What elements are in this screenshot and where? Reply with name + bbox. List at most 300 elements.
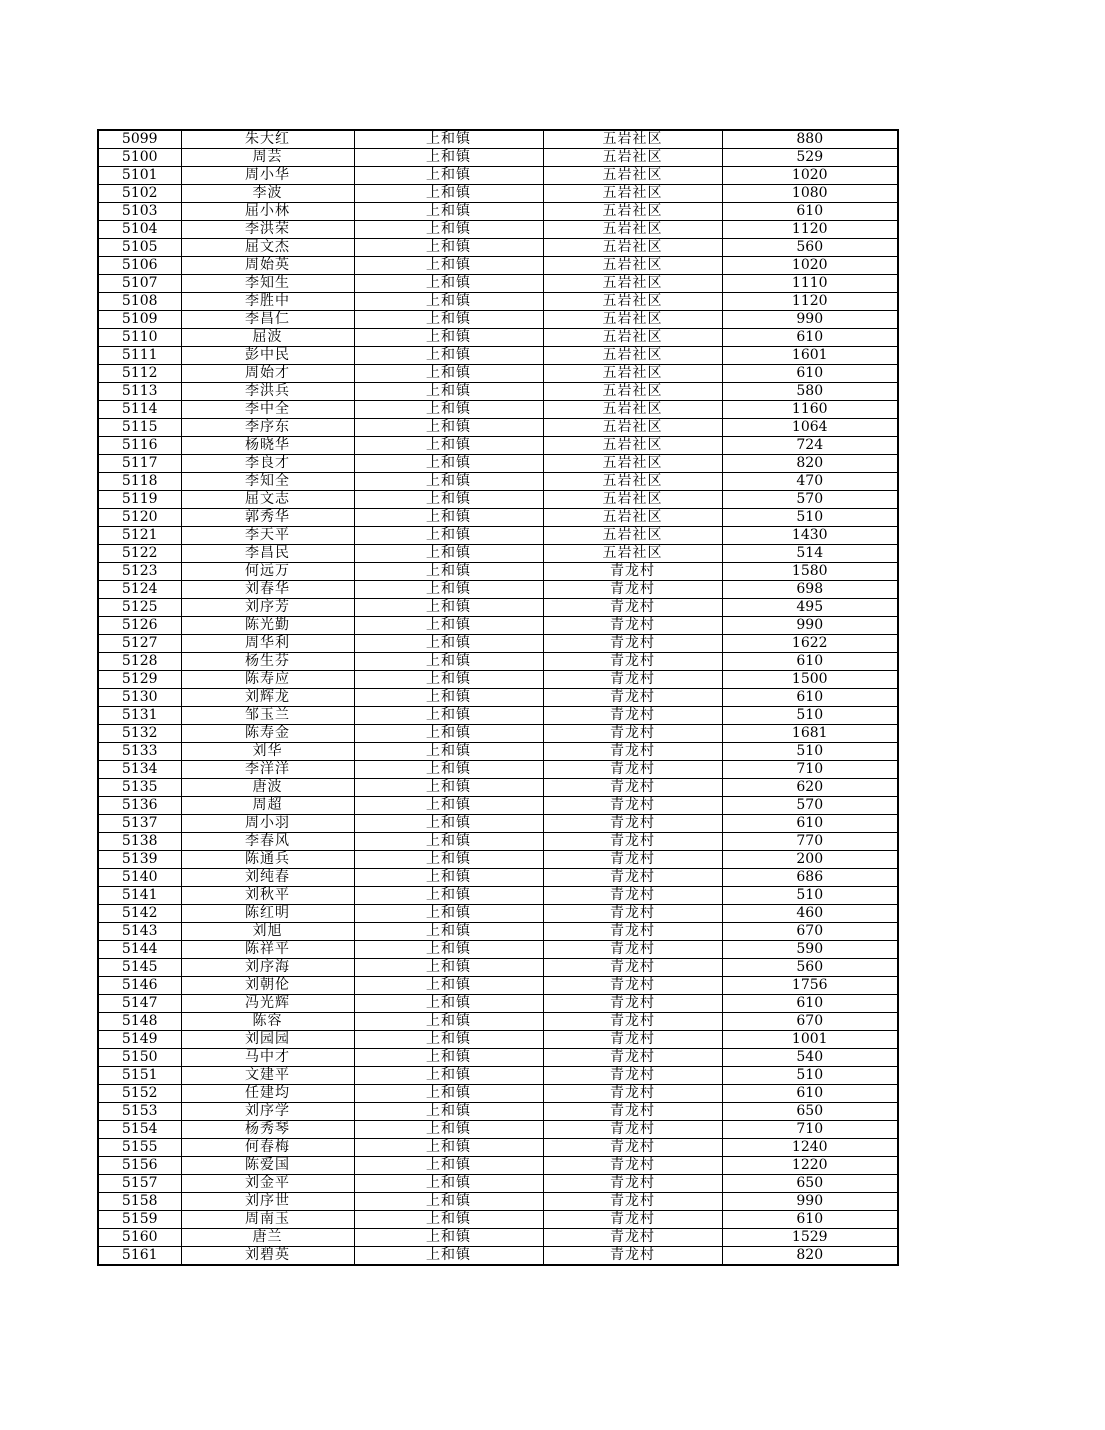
town-cell: 上和镇 [354,329,543,347]
table-row [98,563,898,581]
person-name-cell: 屈小林 [181,203,354,221]
person-name-cell: 陈爱国 [181,1157,354,1175]
table-row [98,329,898,347]
town-cell: 上和镇 [354,311,543,329]
town-cell: 上和镇 [354,1247,543,1266]
town-cell: 上和镇 [354,779,543,797]
person-name-cell: 刘纯春 [181,869,354,887]
row-number-cell: 5157 [98,1175,181,1193]
row-number-cell: 5116 [98,437,181,455]
row-number-cell: 5131 [98,707,181,725]
person-name-cell: 李知全 [181,473,354,491]
amount-cell: 610 [722,815,898,833]
town-cell: 上和镇 [354,851,543,869]
amount-cell: 1064 [722,419,898,437]
amount-cell: 880 [722,130,898,149]
person-name-cell: 何春梅 [181,1139,354,1157]
person-name-cell: 陈容 [181,1013,354,1031]
village-cell: 五岩社区 [543,455,722,473]
town-cell: 上和镇 [354,203,543,221]
village-cell: 青龙村 [543,581,722,599]
amount-cell: 990 [722,311,898,329]
village-cell: 青龙村 [543,617,722,635]
amount-cell: 514 [722,545,898,563]
amount-cell: 510 [722,743,898,761]
amount-cell: 495 [722,599,898,617]
town-cell: 上和镇 [354,473,543,491]
table-row [98,1211,898,1229]
person-name-cell: 冯光辉 [181,995,354,1013]
amount-cell: 1601 [722,347,898,365]
town-cell: 上和镇 [354,1121,543,1139]
town-cell: 上和镇 [354,1103,543,1121]
village-cell: 青龙村 [543,1229,722,1247]
person-name-cell: 李洪荣 [181,221,354,239]
town-cell: 上和镇 [354,581,543,599]
person-name-cell: 刘辉龙 [181,689,354,707]
town-cell: 上和镇 [354,455,543,473]
village-cell: 五岩社区 [543,149,722,167]
person-name-cell: 刘金平 [181,1175,354,1193]
row-number-cell: 5115 [98,419,181,437]
person-name-cell: 周南玉 [181,1211,354,1229]
table-row [98,1067,898,1085]
row-number-cell: 5120 [98,509,181,527]
town-cell: 上和镇 [354,347,543,365]
person-name-cell: 马中才 [181,1049,354,1067]
amount-cell: 710 [722,1121,898,1139]
village-cell: 青龙村 [543,815,722,833]
village-cell: 青龙村 [543,923,722,941]
row-number-cell: 5156 [98,1157,181,1175]
amount-cell: 1529 [722,1229,898,1247]
person-name-cell: 李中全 [181,401,354,419]
person-name-cell: 李天平 [181,527,354,545]
town-cell: 上和镇 [354,149,543,167]
person-name-cell: 李胜中 [181,293,354,311]
row-number-cell: 5103 [98,203,181,221]
table-row [98,599,898,617]
village-cell: 青龙村 [543,1211,722,1229]
table-row [98,671,898,689]
village-cell: 五岩社区 [543,437,722,455]
town-cell: 上和镇 [354,221,543,239]
row-number-cell: 5149 [98,1031,181,1049]
table-row [98,149,898,167]
table-row [98,509,898,527]
amount-cell: 510 [722,1067,898,1085]
roster-table-body [98,130,898,1265]
village-cell: 青龙村 [543,599,722,617]
row-number-cell: 5160 [98,1229,181,1247]
town-cell: 上和镇 [354,833,543,851]
row-number-cell: 5108 [98,293,181,311]
row-number-cell: 5124 [98,581,181,599]
table-row [98,239,898,257]
amount-cell: 610 [722,1085,898,1103]
town-cell: 上和镇 [354,545,543,563]
village-cell: 青龙村 [543,1175,722,1193]
row-number-cell: 5105 [98,239,181,257]
table-row [98,1085,898,1103]
town-cell: 上和镇 [354,419,543,437]
town-cell: 上和镇 [354,1193,543,1211]
village-cell: 五岩社区 [543,185,722,203]
village-cell: 青龙村 [543,851,722,869]
table-row [98,581,898,599]
row-number-cell: 5129 [98,671,181,689]
person-name-cell: 邹玉兰 [181,707,354,725]
amount-cell: 1622 [722,635,898,653]
town-cell: 上和镇 [354,941,543,959]
amount-cell: 670 [722,1013,898,1031]
table-row [98,527,898,545]
town-cell: 上和镇 [354,167,543,185]
town-cell: 上和镇 [354,1049,543,1067]
row-number-cell: 5152 [98,1085,181,1103]
table-row [98,1049,898,1067]
village-cell: 青龙村 [543,779,722,797]
amount-cell: 990 [722,1193,898,1211]
row-number-cell: 5139 [98,851,181,869]
row-number-cell: 5101 [98,167,181,185]
table-row [98,185,898,203]
person-name-cell: 杨晓华 [181,437,354,455]
row-number-cell: 5133 [98,743,181,761]
person-name-cell: 刘旭 [181,923,354,941]
person-name-cell: 周小华 [181,167,354,185]
person-name-cell: 屈文杰 [181,239,354,257]
person-name-cell: 陈光勤 [181,617,354,635]
row-number-cell: 5154 [98,1121,181,1139]
village-cell: 青龙村 [543,833,722,851]
town-cell: 上和镇 [354,563,543,581]
village-cell: 五岩社区 [543,130,722,149]
town-cell: 上和镇 [354,257,543,275]
village-cell: 青龙村 [543,1247,722,1266]
person-name-cell: 何远万 [181,563,354,581]
table-row [98,221,898,239]
table-row [98,419,898,437]
person-name-cell: 周超 [181,797,354,815]
row-number-cell: 5106 [98,257,181,275]
amount-cell: 610 [722,365,898,383]
amount-cell: 610 [722,689,898,707]
amount-cell: 650 [722,1103,898,1121]
amount-cell: 1160 [722,401,898,419]
table-row [98,653,898,671]
town-cell: 上和镇 [354,761,543,779]
person-name-cell: 屈文志 [181,491,354,509]
village-cell: 青龙村 [543,797,722,815]
table-row [98,347,898,365]
table-row [98,1229,898,1247]
person-name-cell: 郭秀华 [181,509,354,527]
amount-cell: 770 [722,833,898,851]
person-name-cell: 文建平 [181,1067,354,1085]
amount-cell: 1756 [722,977,898,995]
row-number-cell: 5146 [98,977,181,995]
table-row [98,365,898,383]
village-cell: 青龙村 [543,1121,722,1139]
village-cell: 五岩社区 [543,419,722,437]
amount-cell: 724 [722,437,898,455]
row-number-cell: 5121 [98,527,181,545]
table-row [98,779,898,797]
amount-cell: 590 [722,941,898,959]
row-number-cell: 5117 [98,455,181,473]
table-row [98,455,898,473]
town-cell: 上和镇 [354,995,543,1013]
row-number-cell: 5114 [98,401,181,419]
town-cell: 上和镇 [354,635,543,653]
person-name-cell: 杨生芬 [181,653,354,671]
town-cell: 上和镇 [354,869,543,887]
village-cell: 五岩社区 [543,239,722,257]
village-cell: 青龙村 [543,689,722,707]
town-cell: 上和镇 [354,130,543,149]
table-row [98,293,898,311]
table-row [98,1157,898,1175]
amount-cell: 1500 [722,671,898,689]
town-cell: 上和镇 [354,1031,543,1049]
table-row [98,545,898,563]
village-cell: 五岩社区 [543,473,722,491]
row-number-cell: 5147 [98,995,181,1013]
town-cell: 上和镇 [354,1013,543,1031]
table-row [98,1193,898,1211]
village-cell: 五岩社区 [543,509,722,527]
row-number-cell: 5132 [98,725,181,743]
amount-cell: 1120 [722,293,898,311]
table-row [98,941,898,959]
row-number-cell: 5155 [98,1139,181,1157]
amount-cell: 686 [722,869,898,887]
roster-table [97,129,899,1266]
village-cell: 青龙村 [543,1139,722,1157]
person-name-cell: 李波 [181,185,354,203]
table-row [98,761,898,779]
table-row [98,797,898,815]
row-number-cell: 5127 [98,635,181,653]
table-row [98,311,898,329]
amount-cell: 610 [722,1211,898,1229]
village-cell: 青龙村 [543,1085,722,1103]
row-number-cell: 5122 [98,545,181,563]
town-cell: 上和镇 [354,365,543,383]
town-cell: 上和镇 [354,977,543,995]
town-cell: 上和镇 [354,293,543,311]
table-row [98,833,898,851]
village-cell: 五岩社区 [543,275,722,293]
town-cell: 上和镇 [354,1157,543,1175]
village-cell: 青龙村 [543,635,722,653]
amount-cell: 1681 [722,725,898,743]
table-row [98,815,898,833]
town-cell: 上和镇 [354,653,543,671]
village-cell: 五岩社区 [543,545,722,563]
village-cell: 青龙村 [543,905,722,923]
person-name-cell: 刘序学 [181,1103,354,1121]
table-row [98,1031,898,1049]
row-number-cell: 5125 [98,599,181,617]
table-row [98,257,898,275]
town-cell: 上和镇 [354,923,543,941]
person-name-cell: 陈红明 [181,905,354,923]
person-name-cell: 屈波 [181,329,354,347]
person-name-cell: 刘华 [181,743,354,761]
town-cell: 上和镇 [354,815,543,833]
table-row [98,959,898,977]
village-cell: 五岩社区 [543,401,722,419]
person-name-cell: 周始才 [181,365,354,383]
town-cell: 上和镇 [354,959,543,977]
table-row [98,995,898,1013]
row-number-cell: 5158 [98,1193,181,1211]
table-row [98,851,898,869]
town-cell: 上和镇 [354,1085,543,1103]
amount-cell: 200 [722,851,898,869]
village-cell: 五岩社区 [543,293,722,311]
table-row [98,977,898,995]
person-name-cell: 刘序芳 [181,599,354,617]
row-number-cell: 5130 [98,689,181,707]
table-row [98,437,898,455]
table-row [98,275,898,293]
row-number-cell: 5104 [98,221,181,239]
table-row [98,743,898,761]
row-number-cell: 5126 [98,617,181,635]
person-name-cell: 刘秋平 [181,887,354,905]
town-cell: 上和镇 [354,905,543,923]
amount-cell: 610 [722,203,898,221]
amount-cell: 1020 [722,167,898,185]
amount-cell: 510 [722,887,898,905]
person-name-cell: 周始英 [181,257,354,275]
person-name-cell: 周芸 [181,149,354,167]
row-number-cell: 5150 [98,1049,181,1067]
village-cell: 青龙村 [543,1013,722,1031]
person-name-cell: 刘碧英 [181,1247,354,1266]
row-number-cell: 5159 [98,1211,181,1229]
table-row [98,1121,898,1139]
table-row [98,1139,898,1157]
person-name-cell: 周华利 [181,635,354,653]
town-cell: 上和镇 [354,671,543,689]
amount-cell: 1240 [722,1139,898,1157]
village-cell: 青龙村 [543,869,722,887]
person-name-cell: 刘序海 [181,959,354,977]
village-cell: 青龙村 [543,977,722,995]
row-number-cell: 5135 [98,779,181,797]
amount-cell: 1020 [722,257,898,275]
row-number-cell: 5153 [98,1103,181,1121]
village-cell: 五岩社区 [543,311,722,329]
village-cell: 五岩社区 [543,257,722,275]
village-cell: 五岩社区 [543,221,722,239]
row-number-cell: 5100 [98,149,181,167]
row-number-cell: 5148 [98,1013,181,1031]
table-row [98,689,898,707]
table-row [98,905,898,923]
person-name-cell: 唐兰 [181,1229,354,1247]
amount-cell: 529 [722,149,898,167]
table-row [98,473,898,491]
amount-cell: 540 [722,1049,898,1067]
amount-cell: 610 [722,995,898,1013]
person-name-cell: 李昌仁 [181,311,354,329]
row-number-cell: 5141 [98,887,181,905]
village-cell: 青龙村 [543,1193,722,1211]
amount-cell: 820 [722,1247,898,1266]
town-cell: 上和镇 [354,617,543,635]
row-number-cell: 5107 [98,275,181,293]
row-number-cell: 5109 [98,311,181,329]
table-row [98,1013,898,1031]
person-name-cell: 任建均 [181,1085,354,1103]
person-name-cell: 陈寿金 [181,725,354,743]
village-cell: 青龙村 [543,761,722,779]
amount-cell: 560 [722,959,898,977]
amount-cell: 570 [722,797,898,815]
town-cell: 上和镇 [354,1175,543,1193]
table-row [98,887,898,905]
roster-sheet [97,129,897,1266]
town-cell: 上和镇 [354,1229,543,1247]
village-cell: 五岩社区 [543,329,722,347]
table-row [98,635,898,653]
town-cell: 上和镇 [354,275,543,293]
person-name-cell: 周小羽 [181,815,354,833]
table-row [98,491,898,509]
town-cell: 上和镇 [354,527,543,545]
village-cell: 五岩社区 [543,491,722,509]
amount-cell: 650 [722,1175,898,1193]
town-cell: 上和镇 [354,1211,543,1229]
town-cell: 上和镇 [354,509,543,527]
amount-cell: 470 [722,473,898,491]
town-cell: 上和镇 [354,383,543,401]
village-cell: 青龙村 [543,1067,722,1085]
row-number-cell: 5140 [98,869,181,887]
row-number-cell: 5144 [98,941,181,959]
person-name-cell: 李洋洋 [181,761,354,779]
town-cell: 上和镇 [354,887,543,905]
amount-cell: 510 [722,509,898,527]
village-cell: 青龙村 [543,1157,722,1175]
row-number-cell: 5137 [98,815,181,833]
village-cell: 青龙村 [543,1031,722,1049]
village-cell: 青龙村 [543,707,722,725]
village-cell: 青龙村 [543,1103,722,1121]
row-number-cell: 5128 [98,653,181,671]
person-name-cell: 李良才 [181,455,354,473]
town-cell: 上和镇 [354,437,543,455]
town-cell: 上和镇 [354,491,543,509]
amount-cell: 610 [722,329,898,347]
amount-cell: 460 [722,905,898,923]
amount-cell: 620 [722,779,898,797]
town-cell: 上和镇 [354,689,543,707]
person-name-cell: 李春风 [181,833,354,851]
row-number-cell: 5118 [98,473,181,491]
table-row [98,1247,898,1266]
person-name-cell: 杨秀琴 [181,1121,354,1139]
town-cell: 上和镇 [354,1067,543,1085]
row-number-cell: 5151 [98,1067,181,1085]
person-name-cell: 刘朝伦 [181,977,354,995]
amount-cell: 580 [722,383,898,401]
